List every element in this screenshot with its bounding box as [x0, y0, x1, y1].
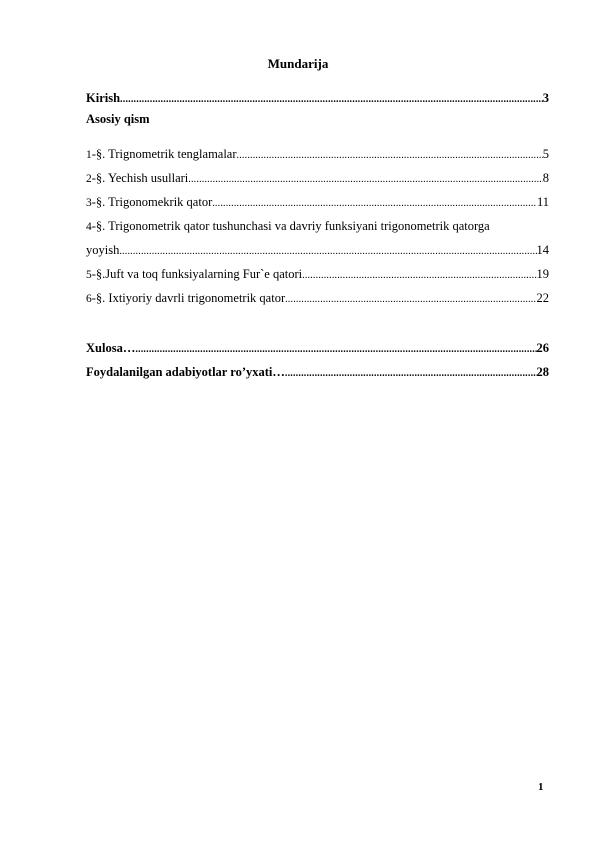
toc-page-number: 28	[536, 365, 549, 379]
toc-label: Foydalanilgan adabiyotlar ro’yxati…	[86, 365, 285, 379]
section-title: -§. Trigonomekrik qator	[91, 195, 213, 209]
section-title: -§.Juft va toq funksiyalarning Fur`e qatori	[91, 267, 303, 281]
dot-leader	[285, 366, 537, 382]
toc-entry-section-4-continued	[86, 242, 549, 260]
toc-heading-asosiy: Asosiy qism	[86, 112, 150, 126]
section-title: -§. Trignometrik tenglamalar	[91, 147, 237, 161]
dot-leader	[285, 292, 536, 308]
footer-page-number: 1	[538, 781, 544, 793]
dot-leader	[237, 148, 543, 164]
toc-entry-kirish	[86, 90, 549, 108]
toc-label	[86, 170, 188, 187]
toc-label: Xulosa…	[86, 341, 136, 355]
dot-leader	[188, 172, 542, 188]
toc-page-number: 19	[536, 267, 549, 281]
toc-page-number: 5	[542, 147, 549, 161]
toc-entry-xulosa	[86, 340, 549, 358]
toc-page-number: 11	[536, 195, 549, 209]
page-title: Mundarija	[267, 56, 329, 71]
toc-entry-section-2	[86, 170, 549, 188]
section-number: 5	[86, 269, 92, 281]
dot-leader	[119, 244, 536, 260]
toc-page-number: 14	[536, 243, 549, 257]
dot-leader	[212, 196, 537, 212]
toc-label	[86, 194, 212, 211]
toc-label	[86, 266, 302, 283]
toc-entry-section-6	[86, 290, 549, 308]
section-number: 6	[86, 293, 92, 305]
toc-page-number: 22	[536, 291, 549, 305]
toc-entry-section-1	[86, 146, 549, 164]
toc-entry-adabiyotlar	[86, 364, 549, 382]
toc-page-number: 8	[542, 171, 549, 185]
section-title: -§. Trigonometrik qator tushunchasi va davriy funksiyani trigonometrik qatorga	[91, 219, 490, 233]
section-title: -§. Yechish usullari	[91, 171, 189, 185]
section-number: 1	[86, 149, 92, 161]
toc-entry-section-5	[86, 266, 549, 284]
toc-page-number: 3	[542, 91, 549, 105]
dot-leader	[302, 268, 536, 284]
section-number: 3	[86, 197, 92, 209]
toc-page-number: 26	[536, 341, 549, 355]
toc-entry-section-4	[86, 218, 490, 235]
section-number: 4	[86, 221, 92, 233]
dot-leader	[120, 92, 543, 108]
dot-leader	[135, 342, 536, 358]
toc-entry-section-3	[86, 194, 549, 212]
toc-label: Kirish	[86, 91, 121, 105]
section-number: 2	[86, 173, 92, 185]
section-title: yoyish	[86, 243, 120, 257]
toc-label	[86, 290, 285, 307]
section-title: -§. Ixtiyoriy davrli trigonometrik qator	[91, 291, 286, 305]
toc-label	[86, 146, 237, 163]
